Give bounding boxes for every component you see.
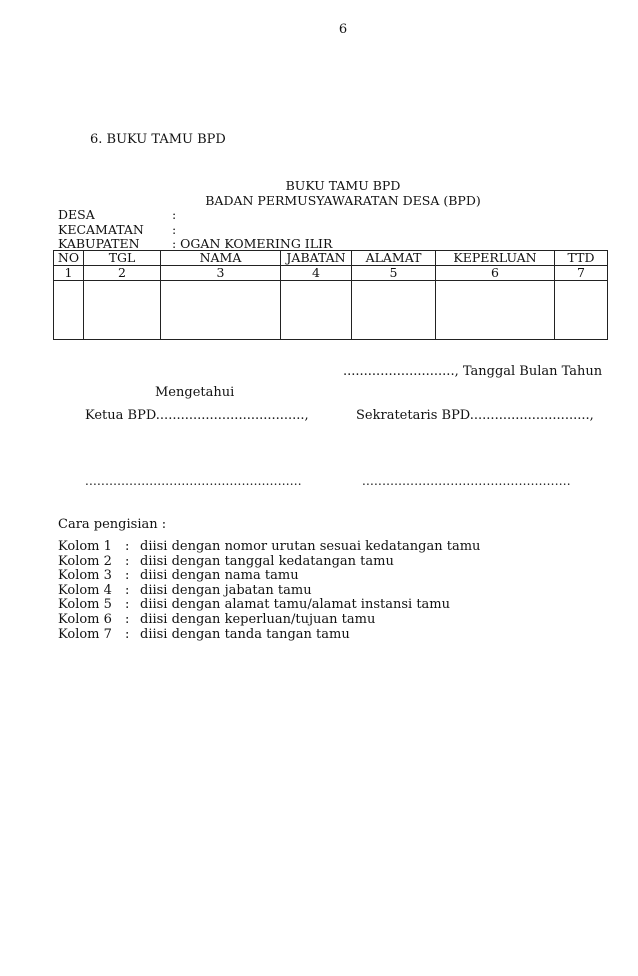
instruction-item [58,598,480,613]
form-title: BUKU TAMU BPD [285,178,401,193]
column-number: 2 [84,266,161,281]
column-number: 6 [436,266,555,281]
info-desa [58,207,176,222]
info-label: DESA [58,207,95,222]
col-header-no: NO [54,251,84,266]
column-number: 7 [555,266,608,281]
section-heading: 6. BUKU TAMU BPD [90,132,226,147]
info-label: KABUPATEN [58,236,140,251]
info-kecamatan [58,222,176,237]
column-number: 3 [161,266,281,281]
instruction-separator: : [125,626,130,642]
blank-cell [555,281,608,340]
instruction-text: diisi dengan alamat tamu/alamat instansi tamu [140,597,450,613]
instructions-title: Cara pengisian : [58,517,167,532]
instruction-text: diisi dengan keperluan/tujuan tamu [140,611,376,627]
date-line: ..........................., Tanggal Bulan Tahun [343,364,603,379]
blank-cell [54,281,84,340]
signature-line-left: ...................................................... [85,474,302,488]
col-header-alamat: ALAMAT [352,251,436,266]
instruction-text: diisi dengan tanggal kedatangan tamu [140,553,394,569]
instruction-item [58,584,480,599]
col-header-keperluan: KEPERLUAN [436,251,555,266]
blank-cell [436,281,555,340]
instruction-column: Kolom 5 [58,597,112,613]
instruction-column: Kolom 6 [58,611,112,627]
signature-line-right: .................................................... [362,474,571,488]
instruction-item [58,555,480,570]
instruction-separator: : [125,611,130,627]
blank-cell [281,281,352,340]
info-value: : [172,207,177,222]
column-number: 5 [352,266,436,281]
instruction-column: Kolom 7 [58,626,112,642]
instruction-item [58,569,480,584]
instruction-item [58,613,480,628]
blank-cell [161,281,281,340]
instruction-text: diisi dengan nomor urutan sesuai kedatangan tamu [140,539,481,554]
instruction-text: diisi dengan jabatan tamu [140,582,312,598]
instruction-column: Kolom 4 [58,582,112,598]
guest-book-table [53,250,608,340]
column-number: 1 [54,266,84,281]
info-value: : [172,222,177,237]
form-subtitle: BADAN PERMUSYAWARATAN DESA (BPD) [205,193,481,208]
blank-cell [352,281,436,340]
instruction-column: Kolom 3 [58,568,112,584]
table-header-row [54,251,608,266]
page-number: 6 [338,22,348,37]
instruction-item [58,540,480,555]
instruction-text: diisi dengan nama tamu [140,568,299,584]
instruction-separator: : [125,553,130,569]
column-number: 4 [281,266,352,281]
instruction-text: diisi dengan tanda tangan tamu [140,626,350,642]
col-header-tgl: TGL [84,251,161,266]
instruction-separator: : [125,568,130,584]
info-kabupaten [58,236,332,251]
column-number-row [54,266,608,281]
blank-entry-row [54,281,608,340]
col-header-nama: NAMA [161,251,281,266]
info-label: KECAMATAN [58,222,144,237]
info-value: : OGAN KOMERING ILIR [172,236,333,251]
instruction-item [58,628,480,643]
instruction-column: Kolom 1 [58,539,112,554]
instruction-separator: : [125,539,130,554]
instruction-separator: : [125,597,130,613]
instructions-list [58,540,480,642]
col-header-jabatan: JABATAN [281,251,352,266]
ketua-bpd-line: Ketua BPD...................................., [85,408,309,423]
instruction-column: Kolom 2 [58,553,112,569]
mengetahui-label: Mengetahui [155,385,235,400]
col-header-ttd: TTD [555,251,608,266]
blank-cell [84,281,161,340]
sekretaris-bpd-line: Sekratetaris BPD............................., [356,408,594,423]
instruction-separator: : [125,582,130,598]
